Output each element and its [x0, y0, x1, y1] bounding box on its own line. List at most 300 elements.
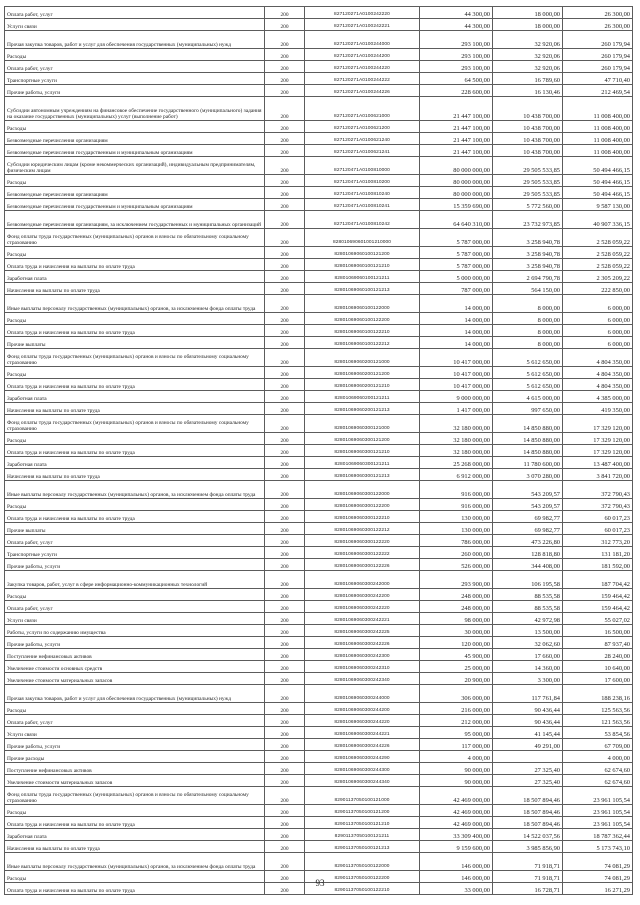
row-unexecuted-amount-cell: 47 710,40 — [563, 73, 633, 85]
row-unexecuted-amount-cell: 187 704,42 — [563, 571, 633, 589]
row-name-cell: Прочая закупка товаров, работ и услуг для обеспечения государственных (муниципальных) нужд — [5, 31, 265, 49]
row-classification-code-cell: 82801069060300121210 — [305, 445, 420, 457]
table-row — [5, 313, 633, 325]
row-classification-code-cell: 82801069060300242226 — [305, 637, 420, 649]
row-code-cell: 200 — [265, 175, 305, 187]
row-name-cell: Прочие работы, услуги — [5, 739, 265, 751]
row-code-cell: 200 — [265, 499, 305, 511]
row-executed-amount-cell: 10 438 700,00 — [493, 133, 563, 145]
row-unexecuted-amount-cell: 9 587 130,00 — [563, 199, 633, 211]
row-classification-code-cell: 82801069060300242000 — [305, 571, 420, 589]
row-name-cell: Оплата работ, услуг — [5, 601, 265, 613]
row-name-cell: Расходы — [5, 49, 265, 61]
row-classification-code-cell: 82801069060300242220 — [305, 601, 420, 613]
row-classification-code-cell: 828010690601001210000 — [305, 229, 420, 247]
row-approved-amount-cell: 44 300,00 — [420, 19, 493, 31]
row-code-cell: 200 — [265, 73, 305, 85]
row-name-cell: Начисления на выплаты по оплате труда — [5, 469, 265, 481]
row-approved-amount-cell: 212 000,00 — [420, 715, 493, 727]
row-classification-code-cell: 827120271А0100244226 — [305, 85, 420, 97]
table-row — [5, 367, 633, 379]
row-approved-amount-cell: 526 000,00 — [420, 559, 493, 571]
row-code-cell: 200 — [265, 85, 305, 97]
table-row — [5, 727, 633, 739]
row-code-cell: 200 — [265, 229, 305, 247]
row-classification-code-cell: 82801069060200121210 — [305, 379, 420, 391]
row-name-cell: Прочие расходы — [5, 751, 265, 763]
row-name-cell: Расходы — [5, 367, 265, 379]
row-classification-code-cell: 82801069060100122212 — [305, 337, 420, 349]
row-classification-code-cell: 827120271А0100621240 — [305, 133, 420, 145]
table-row — [5, 805, 633, 817]
row-code-cell: 200 — [265, 379, 305, 391]
row-executed-amount-cell: 69 982,77 — [493, 511, 563, 523]
table-row — [5, 433, 633, 445]
row-name-cell: Расходы — [5, 247, 265, 259]
row-name-cell: Безвозмездные перечисления организациям, за исключением государственных и муниципальных организаций — [5, 211, 265, 229]
row-name-cell: Расходы — [5, 121, 265, 133]
row-classification-code-cell: 82901137050100121210 — [305, 817, 420, 829]
row-classification-code-cell: 82801069060300244221 — [305, 727, 420, 739]
row-approved-amount-cell: 216 000,00 — [420, 703, 493, 715]
row-code-cell: 200 — [265, 31, 305, 49]
table-row — [5, 559, 633, 571]
row-classification-code-cell: 82801069060300242300 — [305, 649, 420, 661]
row-code-cell: 200 — [265, 247, 305, 259]
row-approved-amount-cell: 14 000,00 — [420, 325, 493, 337]
row-code-cell: 200 — [265, 601, 305, 613]
row-executed-amount-cell: 14 850 880,00 — [493, 445, 563, 457]
row-classification-code-cell: 82901137050100121213 — [305, 841, 420, 853]
row-unexecuted-amount-cell: 23 961 105,54 — [563, 817, 633, 829]
row-code-cell: 200 — [265, 415, 305, 433]
row-unexecuted-amount-cell: 181 592,00 — [563, 559, 633, 571]
row-unexecuted-amount-cell: 121 563,56 — [563, 715, 633, 727]
row-code-cell: 200 — [265, 829, 305, 841]
row-name-cell: Расходы — [5, 313, 265, 325]
row-unexecuted-amount-cell: 260 179,94 — [563, 61, 633, 73]
row-name-cell: Прочие выплаты — [5, 523, 265, 535]
table-row — [5, 133, 633, 145]
row-executed-amount-cell: 3 300,00 — [493, 673, 563, 685]
table-row — [5, 649, 633, 661]
row-approved-amount-cell: 80 000 000,00 — [420, 157, 493, 175]
row-classification-code-cell: 82801069060100121211 — [305, 271, 420, 283]
row-executed-amount-cell: 2 694 790,78 — [493, 271, 563, 283]
row-name-cell: Оплата работ, услуг — [5, 7, 265, 19]
row-approved-amount-cell: 9 000 000,00 — [420, 391, 493, 403]
row-unexecuted-amount-cell: 26 300,00 — [563, 7, 633, 19]
table-row — [5, 661, 633, 673]
row-unexecuted-amount-cell: 11 008 400,00 — [563, 145, 633, 157]
row-unexecuted-amount-cell: 40 907 336,15 — [563, 211, 633, 229]
row-executed-amount-cell: 117 761,84 — [493, 685, 563, 703]
row-unexecuted-amount-cell: 11 008 400,00 — [563, 121, 633, 133]
row-unexecuted-amount-cell: 74 081,29 — [563, 871, 633, 883]
row-executed-amount-cell: 29 505 533,85 — [493, 187, 563, 199]
row-classification-code-cell: 82801069060300242340 — [305, 673, 420, 685]
table-row — [5, 247, 633, 259]
row-code-cell: 200 — [265, 19, 305, 31]
row-executed-amount-cell: 18 000,00 — [493, 7, 563, 19]
table-row — [5, 61, 633, 73]
row-executed-amount-cell: 14 522 037,56 — [493, 829, 563, 841]
row-unexecuted-amount-cell: 55 027,02 — [563, 613, 633, 625]
row-approved-amount-cell: 14 000,00 — [420, 295, 493, 313]
row-classification-code-cell: 82801069060300244340 — [305, 775, 420, 787]
row-name-cell: Прочие работы, услуги — [5, 85, 265, 97]
row-executed-amount-cell: 5 612 650,00 — [493, 349, 563, 367]
row-approved-amount-cell: 21 447 100,00 — [420, 97, 493, 121]
row-code-cell: 200 — [265, 433, 305, 445]
row-unexecuted-amount-cell: 50 494 466,15 — [563, 175, 633, 187]
row-executed-amount-cell: 564 150,00 — [493, 283, 563, 295]
row-approved-amount-cell: 120 000,00 — [420, 637, 493, 649]
table-row — [5, 841, 633, 853]
table-row — [5, 187, 633, 199]
row-code-cell: 200 — [265, 313, 305, 325]
row-classification-code-cell: 82801069060300122000 — [305, 481, 420, 499]
row-executed-amount-cell: 8 000,00 — [493, 337, 563, 349]
row-approved-amount-cell: 1 417 000,00 — [420, 403, 493, 415]
row-approved-amount-cell: 5 787 000,00 — [420, 247, 493, 259]
row-code-cell: 200 — [265, 787, 305, 805]
row-approved-amount-cell: 130 000,00 — [420, 511, 493, 523]
row-name-cell: Прочая закупка товаров, работ и услуг для обеспечения государственных (муниципальных) нужд — [5, 685, 265, 703]
row-unexecuted-amount-cell: 222 850,00 — [563, 283, 633, 295]
row-approved-amount-cell: 15 359 690,00 — [420, 199, 493, 211]
table-row — [5, 145, 633, 157]
row-approved-amount-cell: 64 640 310,00 — [420, 211, 493, 229]
row-code-cell: 200 — [265, 523, 305, 535]
row-executed-amount-cell: 14 850 880,00 — [493, 433, 563, 445]
table-row — [5, 673, 633, 685]
row-executed-amount-cell: 344 408,00 — [493, 559, 563, 571]
row-executed-amount-cell: 32 920,06 — [493, 49, 563, 61]
row-executed-amount-cell: 18 507 894,46 — [493, 787, 563, 805]
row-classification-code-cell: 82901137050100121211 — [305, 829, 420, 841]
row-code-cell: 200 — [265, 589, 305, 601]
row-executed-amount-cell: 10 438 700,00 — [493, 97, 563, 121]
row-name-cell: Прочие работы, услуги — [5, 559, 265, 571]
row-code-cell: 200 — [265, 121, 305, 133]
row-code-cell: 200 — [265, 805, 305, 817]
table-row — [5, 403, 633, 415]
row-classification-code-cell: 827120271А0100621241 — [305, 145, 420, 157]
row-approved-amount-cell: 10 417 000,00 — [420, 379, 493, 391]
row-approved-amount-cell: 293 100,00 — [420, 61, 493, 73]
row-classification-code-cell: 82801069060200121211 — [305, 391, 420, 403]
row-unexecuted-amount-cell: 16 500,00 — [563, 625, 633, 637]
table-row — [5, 853, 633, 871]
row-classification-code-cell: 82801069060300122226 — [305, 559, 420, 571]
row-approved-amount-cell: 787 000,00 — [420, 283, 493, 295]
row-code-cell: 200 — [265, 739, 305, 751]
row-name-cell: Увеличение стоимости материальных запасов — [5, 775, 265, 787]
row-unexecuted-amount-cell: 212 469,54 — [563, 85, 633, 97]
row-name-cell: Оплата труда и начисления на выплаты по оплате труда — [5, 379, 265, 391]
row-unexecuted-amount-cell: 4 804 350,00 — [563, 379, 633, 391]
row-code-cell: 200 — [265, 187, 305, 199]
row-classification-code-cell: 82801069060100122000 — [305, 295, 420, 313]
row-unexecuted-amount-cell: 50 494 466,15 — [563, 157, 633, 175]
row-approved-amount-cell: 293 100,00 — [420, 49, 493, 61]
row-approved-amount-cell: 306 000,00 — [420, 685, 493, 703]
row-approved-amount-cell: 44 300,00 — [420, 7, 493, 19]
row-classification-code-cell: 827120471А0100810200 — [305, 175, 420, 187]
table-row — [5, 283, 633, 295]
row-unexecuted-amount-cell: 62 674,60 — [563, 775, 633, 787]
row-name-cell: Прочие работы, услуги — [5, 637, 265, 649]
row-code-cell: 200 — [265, 391, 305, 403]
row-executed-amount-cell: 32 920,06 — [493, 31, 563, 49]
table-row — [5, 523, 633, 535]
table-row — [5, 295, 633, 313]
row-executed-amount-cell: 18 507 894,46 — [493, 805, 563, 817]
row-classification-code-cell: 82801069060300244200 — [305, 703, 420, 715]
row-code-cell: 200 — [265, 97, 305, 121]
row-classification-code-cell: 827120271А0100621000 — [305, 97, 420, 121]
row-code-cell: 200 — [265, 283, 305, 295]
row-name-cell: Расходы — [5, 433, 265, 445]
row-executed-amount-cell: 71 918,71 — [493, 853, 563, 871]
row-classification-code-cell: 82801069060300122222 — [305, 547, 420, 559]
table-row — [5, 763, 633, 775]
row-name-cell: Закупка товаров, работ, услуг в сфере информационно-коммуникационных технологий — [5, 571, 265, 589]
row-name-cell: Безвозмездные перечисления организациям — [5, 187, 265, 199]
row-approved-amount-cell: 33 309 400,00 — [420, 829, 493, 841]
row-classification-code-cell: 82801069060200121213 — [305, 403, 420, 415]
row-name-cell: Иные выплаты персоналу государственных (муниципальных) органов, за исключением фонда оплаты труда — [5, 295, 265, 313]
row-executed-amount-cell: 14 850 880,00 — [493, 415, 563, 433]
table-row — [5, 613, 633, 625]
row-approved-amount-cell: 228 600,00 — [420, 85, 493, 97]
row-classification-code-cell: 82801069060300121213 — [305, 469, 420, 481]
row-unexecuted-amount-cell: 23 961 105,54 — [563, 787, 633, 805]
row-approved-amount-cell: 248 000,00 — [420, 601, 493, 613]
row-unexecuted-amount-cell: 4 000,00 — [563, 751, 633, 763]
row-unexecuted-amount-cell: 62 674,60 — [563, 763, 633, 775]
row-unexecuted-amount-cell: 4 804 350,00 — [563, 367, 633, 379]
row-executed-amount-cell: 71 918,71 — [493, 871, 563, 883]
row-approved-amount-cell: 95 000,00 — [420, 727, 493, 739]
row-name-cell: Оплата работ, услуг — [5, 61, 265, 73]
table-row — [5, 73, 633, 85]
row-approved-amount-cell: 117 000,00 — [420, 739, 493, 751]
row-classification-code-cell: 82801069060300121000 — [305, 415, 420, 433]
row-approved-amount-cell: 10 417 000,00 — [420, 349, 493, 367]
table-row — [5, 31, 633, 49]
row-unexecuted-amount-cell: 372 790,43 — [563, 481, 633, 499]
row-unexecuted-amount-cell: 53 854,56 — [563, 727, 633, 739]
row-classification-code-cell: 827120271А0100244222 — [305, 73, 420, 85]
row-name-cell: Фонд оплаты труда государственных (муниципальных) органов и взносы по обязательному социальному страхованию — [5, 349, 265, 367]
table-row — [5, 19, 633, 31]
row-classification-code-cell: 827120271А0100244200 — [305, 49, 420, 61]
row-name-cell: Начисления на выплаты по оплате труда — [5, 403, 265, 415]
row-name-cell: Иные выплаты персоналу государственных (муниципальных) органов, за исключением фонда оплаты труда — [5, 853, 265, 871]
row-executed-amount-cell: 106 195,58 — [493, 571, 563, 589]
table-row — [5, 199, 633, 211]
row-approved-amount-cell: 20 900,00 — [420, 673, 493, 685]
row-code-cell: 200 — [265, 715, 305, 727]
table-row — [5, 271, 633, 283]
row-code-cell: 200 — [265, 673, 305, 685]
table-row — [5, 229, 633, 247]
row-classification-code-cell: 82801069060300244226 — [305, 739, 420, 751]
row-classification-code-cell: 827120471А0100810241 — [305, 199, 420, 211]
row-code-cell: 200 — [265, 625, 305, 637]
row-code-cell: 200 — [265, 325, 305, 337]
row-approved-amount-cell: 130 000,00 — [420, 523, 493, 535]
row-unexecuted-amount-cell: 23 961 105,54 — [563, 805, 633, 817]
row-name-cell: Начисления на выплаты по оплате труда — [5, 841, 265, 853]
row-executed-amount-cell: 13 500,00 — [493, 625, 563, 637]
row-name-cell: Оплата работ, услуг — [5, 715, 265, 727]
row-name-cell: Оплата труда и начисления на выплаты по оплате труда — [5, 445, 265, 457]
row-classification-code-cell: 827120471А0100810000 — [305, 157, 420, 175]
row-classification-code-cell: 82801069060300122210 — [305, 511, 420, 523]
row-name-cell: Расходы — [5, 175, 265, 187]
row-code-cell: 200 — [265, 259, 305, 271]
row-name-cell: Расходы — [5, 805, 265, 817]
row-name-cell: Субсидии юридическим лицам (кроме некоммерческих организаций), индивидуальным предпринимателям, физическим лицам — [5, 157, 265, 175]
row-approved-amount-cell: 32 180 000,00 — [420, 415, 493, 433]
row-classification-code-cell: 827120271А0100242220 — [305, 7, 420, 19]
row-approved-amount-cell: 248 000,00 — [420, 589, 493, 601]
table-row — [5, 415, 633, 433]
table-row — [5, 457, 633, 469]
row-executed-amount-cell: 27 325,40 — [493, 763, 563, 775]
row-name-cell: Услуги связи — [5, 727, 265, 739]
row-name-cell: Оплата работ, услуг — [5, 535, 265, 547]
row-name-cell: Поступление нефинансовых активов — [5, 763, 265, 775]
row-classification-code-cell: 82801069060300122212 — [305, 523, 420, 535]
table-row — [5, 499, 633, 511]
row-unexecuted-amount-cell: 26 300,00 — [563, 19, 633, 31]
row-executed-amount-cell: 10 438 700,00 — [493, 145, 563, 157]
row-name-cell: Расходы — [5, 589, 265, 601]
row-executed-amount-cell: 42 972,98 — [493, 613, 563, 625]
row-executed-amount-cell: 5 612 650,00 — [493, 367, 563, 379]
table-row — [5, 175, 633, 187]
table-row — [5, 211, 633, 229]
row-executed-amount-cell: 11 780 600,00 — [493, 457, 563, 469]
row-approved-amount-cell: 293 900,00 — [420, 571, 493, 589]
row-name-cell: Поступление нефинансовых активов — [5, 649, 265, 661]
row-unexecuted-amount-cell: 260 179,94 — [563, 49, 633, 61]
row-approved-amount-cell: 32 180 000,00 — [420, 445, 493, 457]
row-executed-amount-cell: 10 438 700,00 — [493, 121, 563, 133]
row-unexecuted-amount-cell: 16 271,29 — [563, 883, 633, 895]
row-executed-amount-cell: 3 258 940,78 — [493, 229, 563, 247]
row-code-cell: 200 — [265, 871, 305, 883]
row-approved-amount-cell: 30 000,00 — [420, 625, 493, 637]
row-name-cell: Безвозмездные перечисления организациям — [5, 133, 265, 145]
row-code-cell: 200 — [265, 211, 305, 229]
row-name-cell: Увеличение стоимости основных средств — [5, 661, 265, 673]
row-unexecuted-amount-cell: 312 773,20 — [563, 535, 633, 547]
table-row — [5, 625, 633, 637]
row-executed-amount-cell: 90 436,44 — [493, 715, 563, 727]
row-approved-amount-cell: 80 000 000,00 — [420, 175, 493, 187]
row-classification-code-cell: 82901137050100122000 — [305, 853, 420, 871]
row-classification-code-cell: 827120271А0100244000 — [305, 31, 420, 49]
row-unexecuted-amount-cell: 419 350,00 — [563, 403, 633, 415]
row-unexecuted-amount-cell: 17 329 120,00 — [563, 445, 633, 457]
row-code-cell: 200 — [265, 49, 305, 61]
row-approved-amount-cell: 32 180 000,00 — [420, 433, 493, 445]
row-code-cell: 200 — [265, 763, 305, 775]
table-row — [5, 97, 633, 121]
row-code-cell: 200 — [265, 535, 305, 547]
row-approved-amount-cell: 146 000,00 — [420, 853, 493, 871]
row-approved-amount-cell: 10 417 000,00 — [420, 367, 493, 379]
row-name-cell: Оплата труда и начисления на выплаты по оплате труда — [5, 883, 265, 895]
row-unexecuted-amount-cell: 4 385 000,00 — [563, 391, 633, 403]
row-code-cell: 200 — [265, 7, 305, 19]
row-executed-amount-cell: 18 507 894,46 — [493, 817, 563, 829]
row-name-cell: Безвозмездные перечисления государственным и муниципальным организациям — [5, 145, 265, 157]
table-row — [5, 703, 633, 715]
row-unexecuted-amount-cell: 60 017,23 — [563, 511, 633, 523]
row-unexecuted-amount-cell: 67 709,00 — [563, 739, 633, 751]
row-executed-amount-cell: 41 145,44 — [493, 727, 563, 739]
row-approved-amount-cell: 25 268 000,00 — [420, 457, 493, 469]
table-row — [5, 775, 633, 787]
row-executed-amount-cell: 90 436,44 — [493, 703, 563, 715]
row-executed-amount-cell: 88 535,58 — [493, 601, 563, 613]
row-approved-amount-cell: 9 159 600,00 — [420, 841, 493, 853]
row-executed-amount-cell: 32 062,60 — [493, 637, 563, 649]
row-executed-amount-cell: 3 258 940,78 — [493, 247, 563, 259]
row-code-cell: 200 — [265, 145, 305, 157]
table-body — [5, 7, 633, 895]
row-name-cell: Заработная плата — [5, 391, 265, 403]
row-unexecuted-amount-cell: 131 181,20 — [563, 547, 633, 559]
row-approved-amount-cell: 5 787 000,00 — [420, 259, 493, 271]
row-name-cell: Услуги связи — [5, 19, 265, 31]
row-approved-amount-cell: 5 787 000,00 — [420, 229, 493, 247]
row-classification-code-cell: 82801069060300242200 — [305, 589, 420, 601]
row-approved-amount-cell: 98 000,00 — [420, 613, 493, 625]
row-name-cell: Работы, услуги по содержанию имущества — [5, 625, 265, 637]
row-unexecuted-amount-cell: 4 804 350,00 — [563, 349, 633, 367]
row-classification-code-cell: 827120271А0100621200 — [305, 121, 420, 133]
table-row — [5, 7, 633, 19]
table-row — [5, 547, 633, 559]
table-row — [5, 751, 633, 763]
row-classification-code-cell: 82801069060300122200 — [305, 499, 420, 511]
table-row — [5, 391, 633, 403]
table-row — [5, 817, 633, 829]
row-approved-amount-cell: 786 000,00 — [420, 535, 493, 547]
row-unexecuted-amount-cell: 11 008 400,00 — [563, 133, 633, 145]
row-name-cell: Заработная плата — [5, 457, 265, 469]
row-executed-amount-cell: 997 650,00 — [493, 403, 563, 415]
row-name-cell: Транспортные услуги — [5, 547, 265, 559]
row-classification-code-cell: 82801069060300244000 — [305, 685, 420, 703]
row-name-cell: Заработная плата — [5, 271, 265, 283]
table-row — [5, 685, 633, 703]
row-classification-code-cell: 82901137050100121000 — [305, 787, 420, 805]
table-row — [5, 739, 633, 751]
row-unexecuted-amount-cell: 74 081,29 — [563, 853, 633, 871]
row-unexecuted-amount-cell: 28 240,00 — [563, 649, 633, 661]
row-name-cell: Субсидии автономным учреждениям на финансовое обеспечение государственного (муниципального) задания на оказание государственных (муниципальных) услуг (выполнение работ) — [5, 97, 265, 121]
row-approved-amount-cell: 260 000,00 — [420, 547, 493, 559]
row-name-cell: Транспортные услуги — [5, 73, 265, 85]
